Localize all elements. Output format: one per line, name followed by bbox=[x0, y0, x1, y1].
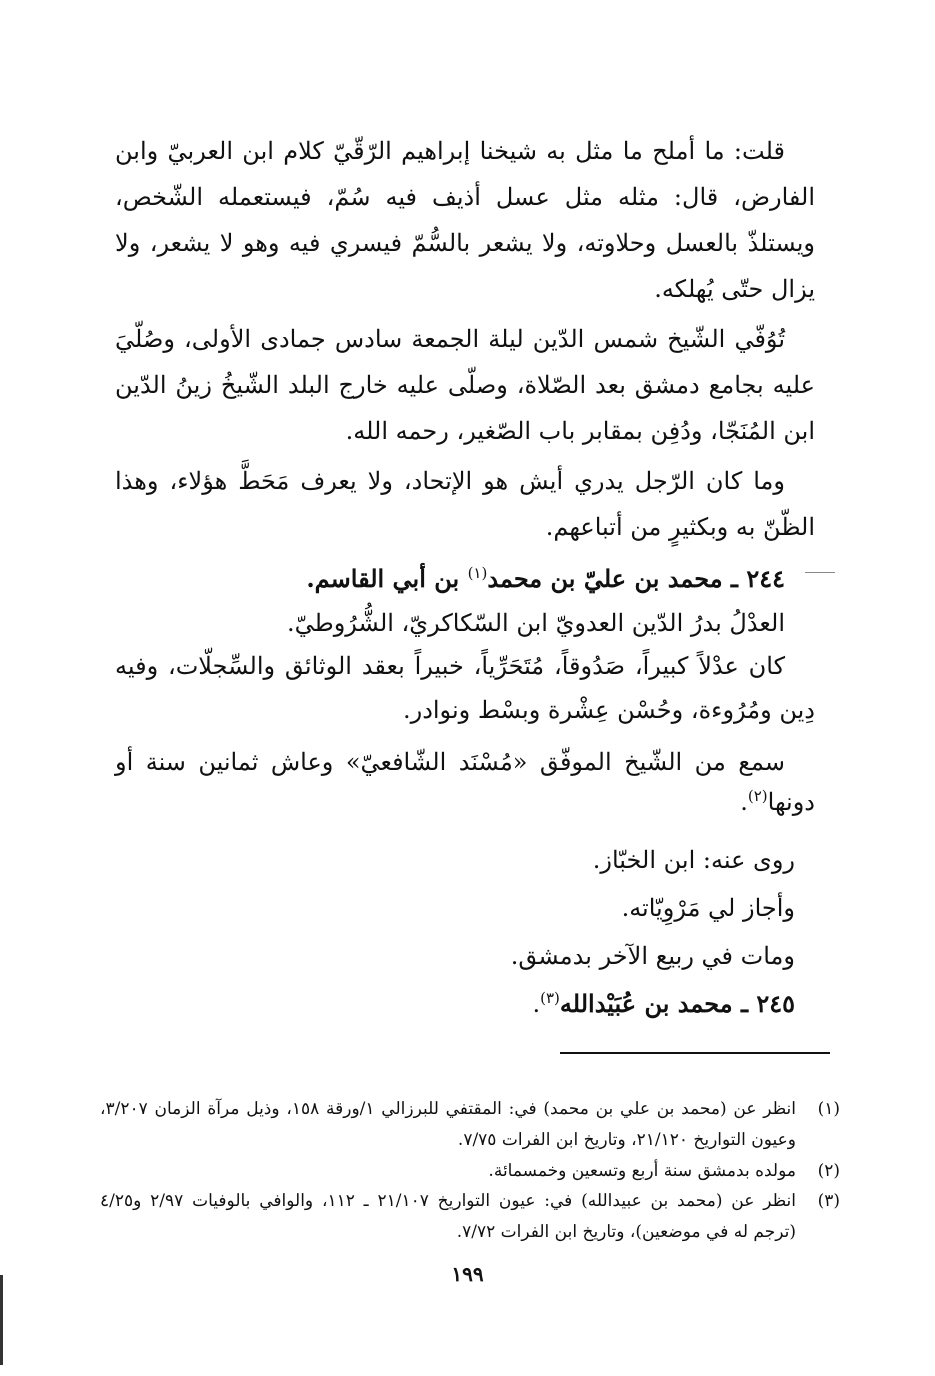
footnote-2 bbox=[100, 1156, 840, 1187]
narrator-line: روى عنه: ابن الخبّاز. bbox=[592, 846, 795, 874]
footnote-marker: (١) bbox=[467, 564, 488, 582]
paragraph-3 bbox=[115, 458, 815, 550]
footnote-3 bbox=[100, 1186, 840, 1248]
entry-244-narrators bbox=[95, 836, 795, 1028]
footnote-number: (٢) bbox=[817, 1161, 840, 1181]
entry-245-heading bbox=[95, 980, 795, 1028]
footnote-marker: (٢) bbox=[747, 787, 768, 805]
entry-244-heard bbox=[115, 742, 815, 822]
footnote-divider bbox=[560, 1052, 830, 1054]
footnote-number: (١) bbox=[817, 1099, 840, 1119]
footnote-number: (٣) bbox=[817, 1191, 840, 1211]
entry-bio: كان عدْلاً كبيراً، صَدُوقاً، مُتَحَرِّياً، خبيراً بعقد الوثائق والسِّجلّات، وفيه دِين ومُرُوءة، وحُسْن عِشْرة وبسْط ونوادر. bbox=[115, 652, 815, 724]
footnote-text: انظر عن (محمد بن علي بن محمد) في: المقتفي للبرزالي ١/ورقة ١٥٨، وذيل مرآة الزمان ٣/٢٠٧، وعيون التواريخ ٢١/١٢٠، وتاريخ ابن الفرات ٧/٧٥. bbox=[100, 1099, 797, 1150]
entry-244 bbox=[115, 556, 815, 732]
narrator-line: وأجاز لي مَرْوِيّاته. bbox=[621, 894, 795, 922]
paragraph-text: تُوُفّي الشّيخ شمس الدّين ليلة الجمعة سادس جمادى الأولى، وصُلّيَ عليه بجامع دمشق بعد الصّلاة، وصلّى عليه خارج البلد الشّيخُ زينُ الدّين ابن المُنَجّا، ودُفِن بمقابر باب الصّغير، رحمه الله. bbox=[115, 325, 815, 445]
page-number: ١٩٩ bbox=[451, 1262, 484, 1286]
footnote-marker: (٣) bbox=[540, 989, 560, 1007]
binding-edge bbox=[0, 1275, 3, 1365]
footnote-1 bbox=[100, 1094, 840, 1156]
entry-heading-tail: بن أبي القاسم. bbox=[306, 564, 468, 593]
paragraph-2 bbox=[115, 316, 815, 454]
footnote-text: مولده بدمشق سنة أربع وتسعين وخمسمائة. bbox=[488, 1161, 796, 1181]
entry-title-line: العدْلُ بدرُ الدّين العدويّ ابن السّكاكريّ، الشُّرُوطيّ. bbox=[286, 609, 785, 637]
paragraph-text: وما كان الرّجل يدري أيش هو الإتحاد، ولا يعرف مَحَطَّ هؤلاء، وهذا الظّنّ به وبكثيرٍ من أتباعهم. bbox=[115, 467, 815, 541]
entry-heading bbox=[115, 556, 815, 602]
narrator-line: ومات في ربيع الآخر بدمشق. bbox=[510, 942, 795, 970]
entry-heading-tail: . bbox=[532, 990, 541, 1018]
paragraph-1 bbox=[115, 128, 815, 312]
paragraph-text: قلت: ما أملح ما مثل به شيخنا إبراهيم الرّقّيّ كلام ابن العربيّ وابن الفارض، قال: مثله مثل عسل أذيف فيه سُمّ، فيستعمله الشّخص، ويستلذّ بالعسل وحلاوته، ولا يشعر بالسُّمّ فيسري فيه وهو لا يشعر، ولا يزال حتّى يُهلكه. bbox=[115, 137, 815, 303]
entry-heading-name: ٢٤٤ ـ محمد بن عليّ بن محمد bbox=[487, 564, 785, 593]
entry-heard-end: . bbox=[740, 788, 748, 816]
entry-heard bbox=[115, 742, 815, 822]
footnote-text: انظر عن (محمد بن عبيدالله) في: عيون التواريخ ٢١/١٠٧ ـ ١١٢، والوافي بالوفيات ٢/٩٧ و٤/٢٥ (ترجم له في موضعين)، وتاريخ ابن الفرات ٧/٧٢. bbox=[100, 1191, 796, 1242]
entry-heading-name: ٢٤٥ ـ محمد بن عُبَيْدالله bbox=[559, 989, 795, 1018]
entry-heard-text: سمع من الشّيخ الموفّق «مُسْنَد الشّافعيّ» وعاش ثمانين سنة أو دونها bbox=[115, 748, 815, 816]
